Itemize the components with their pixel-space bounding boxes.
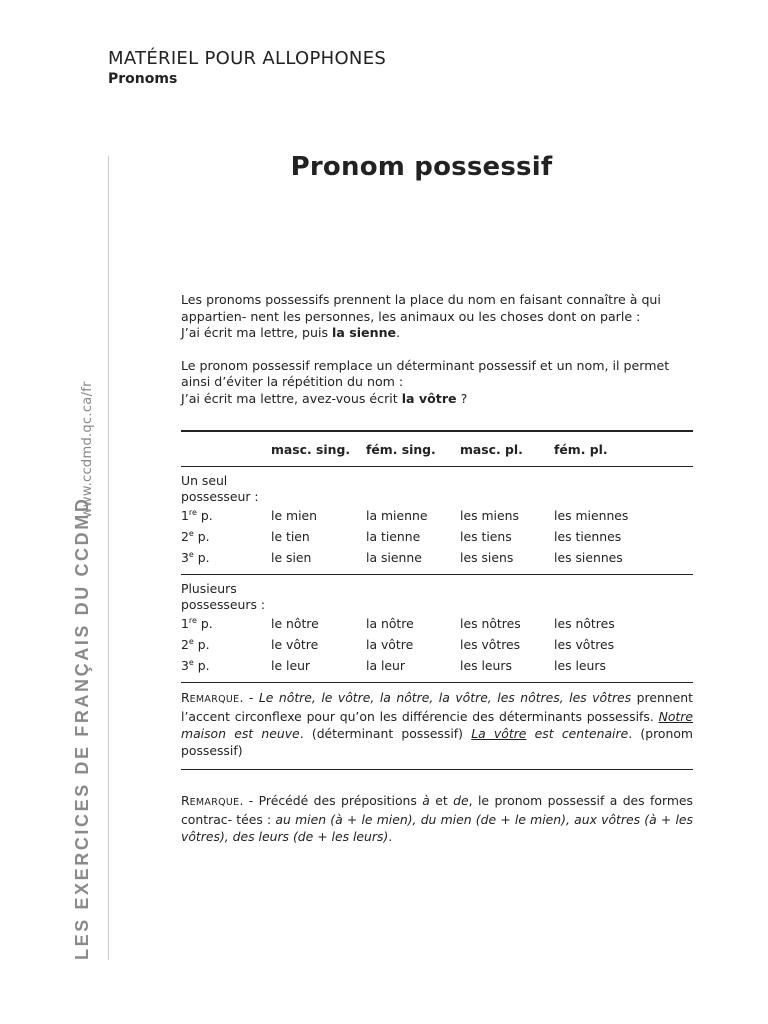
table-cell: le nôtre xyxy=(271,616,319,631)
remark-text: . xyxy=(388,829,393,844)
table-cell: les miennes xyxy=(554,508,629,523)
group-label xyxy=(181,473,693,505)
group-label-line1: Plusieurs xyxy=(181,581,237,596)
header-subtitle: Pronoms xyxy=(108,71,178,87)
remark-label-rest: EMARQUE xyxy=(189,694,240,705)
sidebar-series-title: LES EXERCICES DE FRANÇAIS DU CCDMD xyxy=(72,496,92,960)
table-cell: les leurs xyxy=(554,658,606,673)
table-cell: les nôtres xyxy=(460,616,521,631)
table-row xyxy=(181,613,693,634)
table-row xyxy=(181,547,693,568)
sidebar-url[interactable]: www.ccdmd.qc.ca/fr xyxy=(80,381,95,518)
possessive-pronoun-table xyxy=(181,430,693,770)
remark-text: et xyxy=(429,793,454,808)
intro-paragraph-2 xyxy=(181,358,693,408)
remark-label-rest: EMARQUE xyxy=(189,797,240,808)
group-label-line2: possesseur : xyxy=(181,489,259,504)
table-cell: les vôtres xyxy=(554,637,615,652)
remark-dash: . - xyxy=(239,793,259,808)
page-header xyxy=(108,48,386,88)
table-bottom-rule xyxy=(181,769,693,770)
intro-p2-text: Le pronom possessif remplace un déterminant possessif et un nom, il permet ainsi d’éviter la répétition du nom : xyxy=(181,357,670,389)
person-label: 3e p. xyxy=(181,657,210,673)
table-header-cell: fém. pl. xyxy=(554,441,608,457)
table-cell: les siens xyxy=(460,550,514,565)
table-cell: le tien xyxy=(271,529,310,544)
group-label-line2: possesseurs : xyxy=(181,597,266,612)
table-cell: la sienne xyxy=(366,550,422,565)
table-cell: les leurs xyxy=(460,658,512,673)
table-cell: la leur xyxy=(366,658,405,673)
intro-p1-example-suffix: . xyxy=(396,325,401,340)
intro-text xyxy=(181,292,693,423)
table-row xyxy=(181,505,693,526)
intro-p2-example-prefix: J’ai écrit ma lettre, avez-vous écrit xyxy=(181,390,402,406)
table-cell: la vôtre xyxy=(366,637,414,652)
table-cell: les tiennes xyxy=(554,529,622,544)
remark-preposition: de xyxy=(453,793,469,808)
remark-label-initial: R xyxy=(181,690,190,705)
sidebar-divider xyxy=(108,156,109,960)
table-cell: les vôtres xyxy=(460,637,521,652)
table-cell: le sien xyxy=(271,550,312,565)
remark-text: . (pronom possessif) xyxy=(181,726,693,758)
table-cell: les tiens xyxy=(460,529,512,544)
page-title: Pronom possessif xyxy=(290,152,553,182)
table-cell: la tienne xyxy=(366,529,421,544)
table-header-cell: masc. pl. xyxy=(460,441,523,457)
remark-preposition: à xyxy=(422,793,430,808)
contracted-forms-remark xyxy=(181,792,693,845)
remark-examples: au mien (à + le mien), du mien (de + le mien), aux vôtres (à + les vôtres), des leurs (de + les leurs) xyxy=(181,812,693,844)
remark-example: est centenaire xyxy=(526,726,629,741)
remark-text: , le pronom possessif a des formes contrac- tées : xyxy=(181,793,693,827)
table-remark xyxy=(181,683,693,769)
table-cell: le mien xyxy=(271,508,317,523)
person-label: 2e p. xyxy=(181,528,210,544)
table-row xyxy=(181,526,693,547)
table-header-row xyxy=(181,432,693,466)
table-cell: la nôtre xyxy=(366,616,414,631)
remark-italic-list: Le nôtre, le vôtre, la nôtre, la vôtre, les nôtres, les vôtres xyxy=(258,690,632,705)
intro-p2-example-suffix: ? xyxy=(456,390,468,406)
table-header-cell: fém. sing. xyxy=(366,441,436,457)
table-cell: le vôtre xyxy=(271,637,319,652)
table-row xyxy=(181,634,693,655)
intro-p1-example-prefix: J’ai écrit ma lettre, puis xyxy=(181,325,333,340)
header-title: MATÉRIEL POUR ALLOPHONES xyxy=(108,48,387,69)
group-label xyxy=(181,581,693,613)
sidebar xyxy=(72,380,112,960)
table-cell: les miens xyxy=(460,508,519,523)
person-label: 1re p. xyxy=(181,507,213,523)
remark-text: prennent l’accent circonflexe pour qu’on les différencie des déterminants possessifs. xyxy=(181,690,693,724)
person-label: 2e p. xyxy=(181,636,210,652)
table-cell: le leur xyxy=(271,658,311,673)
remark-example-underlined: La vôtre xyxy=(471,726,527,741)
remark-example: maison est neuve xyxy=(181,726,300,741)
person-label: 3e p. xyxy=(181,549,210,565)
intro-paragraph-1 xyxy=(181,292,693,342)
table-cell: la mienne xyxy=(366,508,428,523)
table-group-single-owner xyxy=(181,467,693,574)
table-cell: les siennes xyxy=(554,550,623,565)
remark-dash: . - xyxy=(239,690,259,705)
table-group-multiple-owners xyxy=(181,575,693,682)
group-label-line1: Un seul xyxy=(181,473,228,488)
remark-label-initial: R xyxy=(181,793,190,808)
intro-p2-example-bold: la vôtre xyxy=(401,390,457,406)
intro-p1-example-bold: la sienne xyxy=(332,325,397,340)
intro-p1-text: Les pronoms possessifs prennent la place du nom en faisant connaître à qui appartien- nent les personnes, les animaux ou les choses dont on parle : xyxy=(181,292,661,324)
remark-example-underlined: Notre xyxy=(658,709,693,724)
table-header-cell: masc. sing. xyxy=(271,441,351,457)
person-label: 1re p. xyxy=(181,615,213,631)
table-cell: les nôtres xyxy=(554,616,615,631)
table-row xyxy=(181,655,693,676)
remark-text: Précédé des prépositions xyxy=(258,793,423,808)
remark-text: . (déterminant possessif) xyxy=(299,726,472,741)
